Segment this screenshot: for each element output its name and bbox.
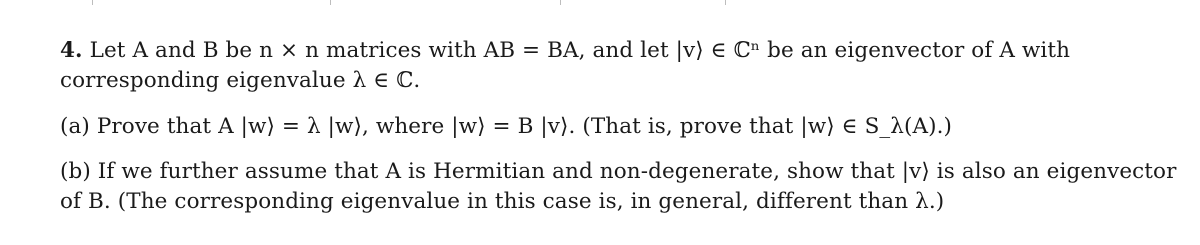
problem-intro bbox=[60, 36, 1170, 96]
part-b-line-2: of B. (The corresponding eigenvalue in this case is, in general, different than λ.) bbox=[60, 189, 945, 214]
part-b-line-1: (b) If we further assume that A is Hermitian and non-degenerate, show that |v⟩ is also an eigenvector bbox=[60, 159, 1177, 184]
problem-number: 4. bbox=[60, 38, 83, 63]
problem-4 bbox=[60, 36, 1177, 217]
intro-line-2: corresponding eigenvalue λ ∈ ℂ. bbox=[60, 68, 421, 93]
part-a bbox=[60, 112, 1170, 142]
cropped-top-marks bbox=[0, 0, 1200, 6]
part-b bbox=[60, 157, 1177, 217]
part-a-text: (a) Prove that A |w⟩ = λ |w⟩, where |w⟩ = B |v⟩. (That is, prove that |w⟩ ∈ S_λ(A).) bbox=[60, 114, 953, 139]
intro-line-1: Let A and B be n × n matrices with AB = BA, and let |v⟩ ∈ ℂⁿ be an eigenvector of A with bbox=[89, 38, 1071, 63]
